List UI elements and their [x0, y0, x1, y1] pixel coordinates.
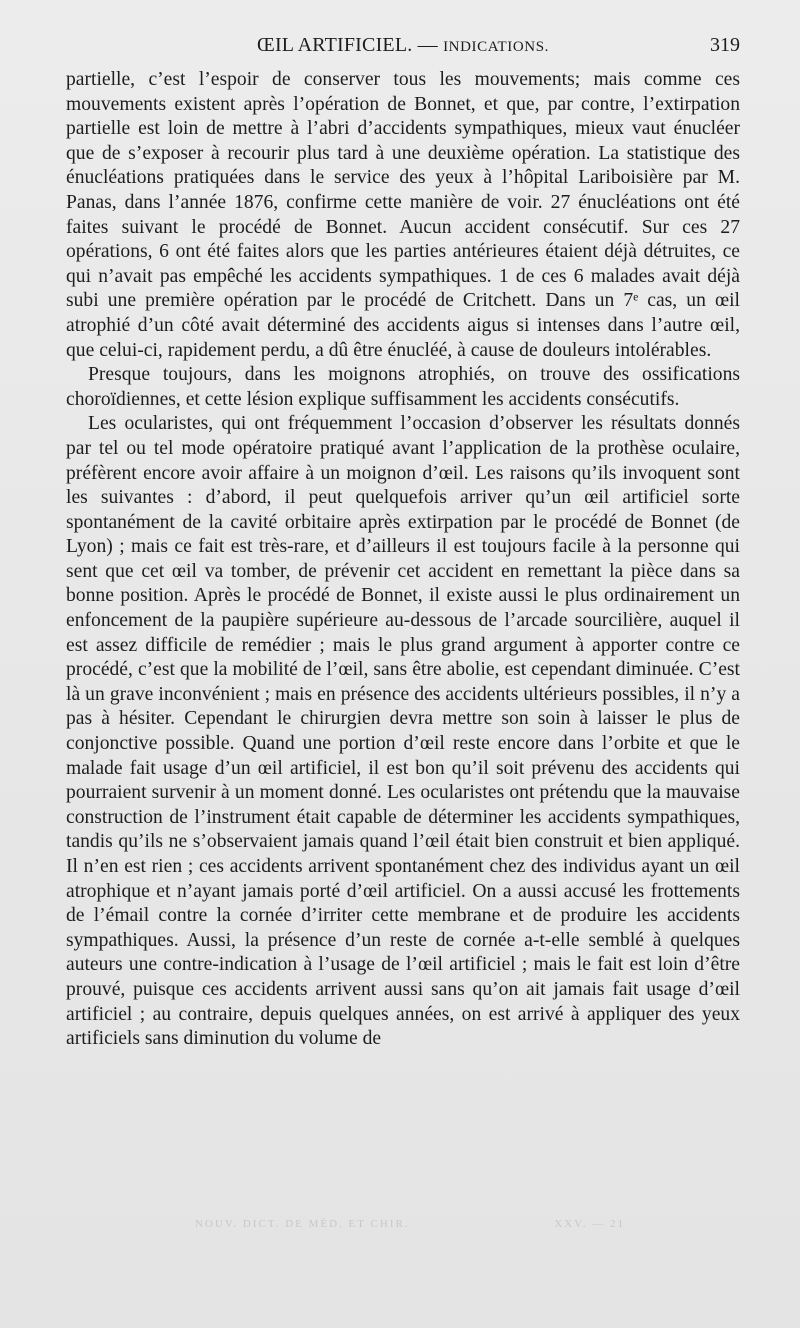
paragraph-2: Presque toujours, dans les moignons atrophiés, on trouve des ossifications choroïdiennes, et cette lésion explique suffisamment les accidents consécutifs.	[66, 364, 740, 410]
signature-left: NOUV. DICT. DE MÉD. ET CHIR.	[194, 1218, 410, 1230]
running-head	[66, 34, 740, 60]
running-title	[66, 34, 740, 57]
signature-right: XXV. — 21	[554, 1218, 625, 1230]
paragraph-1: partielle, c’est l’espoir de conserver tous les mouvements; mais comme ces mouvements existent après l’opération de Bonnet, et que, par contre, l’extirpation partielle est loin de mettre à l’abri d’accidents sympathiques, mieux vaut énucléer que de s’exposer à recourir plus tard à une deuxième opération. La statistique des énucléations pratiquées dans le service des yeux à l’hôpital Lariboisière par M. Panas, dans l’année 1876, confirme cette manière de voir. 27 énucléations ont été faites suivant le procédé de Bonnet. Aucun accident consécutif. Sur ces 27 opérations, 6 ont été faites alors que les parties antérieures étaient déjà détruites, ce qui n’avait pas empêché les accidents sympathiques. 1 de ces 6 malades avait déjà subi une première opération par le procédé de Critchett. Dans un 7ᵉ cas, un œil atrophié d’un côté avait déterminé des accidents aigus si intenses dans l’autre œil, que celui-ci, rapidement perdu, a dû être énucléé, à cause de douleurs intolérables.	[66, 69, 740, 361]
header-title: ŒIL ARTIFICIEL.	[256, 34, 413, 56]
header-section: INDICATIONS.	[443, 39, 550, 55]
page-number: 319	[710, 34, 740, 56]
body-text	[66, 68, 740, 1052]
paragraph-3: Les ocularistes, qui ont fréquemment l’occasion d’observer les résultats donnés par tel ou tel mode opératoire pratiqué avant l’application de la prothèse oculaire, préfèrent encore avoir affaire à un moignon d’œil. Les raisons qu’ils invoquent sont les suivantes : d’abord, il peut quelquefois arriver qu’un œil artificiel sorte spontanément de la cavité orbitaire après extirpation par le procédé de Bonnet (de Lyon) ; mais ce fait est très-rare, et d’ailleurs il est toujours facile à la personne qui sent que cet œil va tomber, de prévenir cet accident en remettant la pièce dans sa bonne position. Après le procédé de Bonnet, il existe aussi le plus ordinairement un enfoncement de la paupière supérieure au-dessous de l’arcade sourcilière, auquel il est assez difficile de remédier ; mais le plus grand argument à apporter contre ce procédé, c’est que la mobilité de l’œil, sans être abolie, est cependant diminuée. C’est là un grave inconvénient ; mais en présence des accidents ultérieurs possibles, il n’y a pas à hésiter. Cependant le chirurgien devra mettre son soin à laisser le plus de conjonctive possible. Quand une portion d’œil reste encore dans l’orbite et que le malade fait usage d’un œil artificiel, il est bon qu’il soit prévenu des accidents qui pourraient survenir à un moment donné. Les ocularistes ont prétendu que la mauvaise construction de l’instrument était capable de déterminer les accidents sympathiques, tandis qu’ils ne s’observaient jamais quand l’œil était bien construit et bien appliqué. Il n’en est rien ; ces accidents arrivent spontanément chez des individus ayant un œil atrophique et n’ayant jamais porté d’œil artificiel. On a aussi accusé les frottements de l’émail contre la cornée d’irriter cette membrane et de produire les accidents sympathiques. Aussi, la présence d’un reste de cornée a-t-elle semblé à quelques auteurs une contre-indication à l’usage de l’œil artificiel ; mais le fait est loin d’être prouvé, puisque ces accidents arrivent aussi sans qu’on ait jamais fait usage d’œil artificiel ; au contraire, depuis quelques années, on est arrivé à appliquer des yeux artificiels sans diminution du volume de	[66, 413, 740, 1050]
printer-signature-mark	[140, 1218, 680, 1238]
header-separator: —	[412, 34, 444, 56]
